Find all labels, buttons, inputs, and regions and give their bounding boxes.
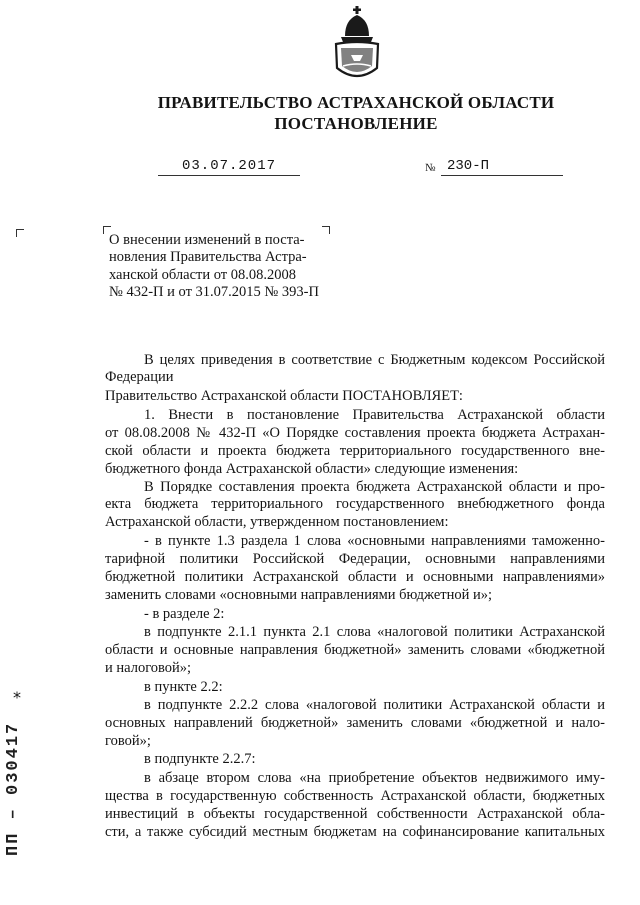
body-line: - в пункте 1.3 раздела 1 слова «основными направлениями таможенно- [144,533,605,549]
org-title: ПРАВИТЕЛЬСТВО АСТРАХАНСКОЙ ОБЛАСТИ [157,93,555,112]
subject-line: О внесении изменений в поста- [109,232,305,248]
body-line: заменить словами «основными направлениями бюджетной и»; [105,587,493,603]
body-line: в абзаце втором слова «на приобретение объектов недвижимого иму- [144,770,605,786]
document-number: 230-П [441,158,563,176]
body-line: Правительство Астраханской области ПОСТАНОВЛЯЕТ: [105,388,463,404]
body-line: в подпункте 2.1.1 пункта 2.1 слова «налоговой политики Астраханской [144,624,605,640]
body-line: в подпункте 2.2.2 слова «налоговой политики Астраханской области и [144,697,605,713]
body-line: и налоговой»; [105,660,192,676]
body-line: Федерации [105,369,174,385]
doc-type: ПОСТАНОВЛЕНИЕ [274,114,438,133]
body-line: екта бюджета территориального государственного внебюджетного фонда [105,496,605,512]
body-line: тарифной политики Российской Федерации, основными направлениями [105,551,605,567]
body-line: - в разделе 2: [144,606,225,622]
body-line: бюджетной политики Астраханской области и основными направлениями» [105,569,605,585]
body-line: инвестиций в объекты государственной собственности Астраханской обла- [105,806,605,822]
document-date: 03.07.2017 [158,158,300,176]
body-line: Астраханской области, утвержденном постановлением: [105,514,449,530]
subject-block [109,232,339,301]
body-line: В Порядке составления проекта бюджета Астраханской области и про- [144,479,605,495]
body-line: области и основные направления бюджетной» заменить словами «бюджетной [105,642,605,658]
body-line: 1. Внести в постановление Правительства Астраханской области [144,407,605,423]
side-star-mark: ⁎ [13,685,21,702]
body-line: основных направлений бюджетной» заменить словами «бюджетной и нало- [105,715,605,731]
number-sign: № [425,162,436,174]
side-serial-number: ПП – 030417 [4,721,23,856]
body-line: от 08.08.2008 № 432-П «О Порядке составления проекта бюджета Астрахан- [105,425,605,441]
corner-mark-left [16,229,24,237]
subject-line: ханской области от 08.08.2008 [109,266,296,283]
body-line: в подпункте 2.2.7: [144,751,256,767]
body-line: щества в государственную собственность Астраханской области, бюджетных [105,788,605,804]
body-line: бюджетного фонда Астраханской области» следующие изменения: [105,461,519,477]
subject-line: новления Правительства Астра- [109,249,307,266]
body-line: ской области и проекта бюджета территориального государственного вне- [105,443,605,459]
body-line: говой»; [105,733,151,749]
body-line: в пункте 2.2: [144,679,223,695]
body-line: сти, а также субсидий местным бюджетам на софинансирование капитальных [105,824,605,840]
coat-of-arms-emblem [329,6,385,82]
body-line: В целях приведения в соответствие с Бюджетным кодексом Российской [144,352,605,368]
subject-line: № 432-П и от 31.07.2015 № 393-П [109,283,319,300]
